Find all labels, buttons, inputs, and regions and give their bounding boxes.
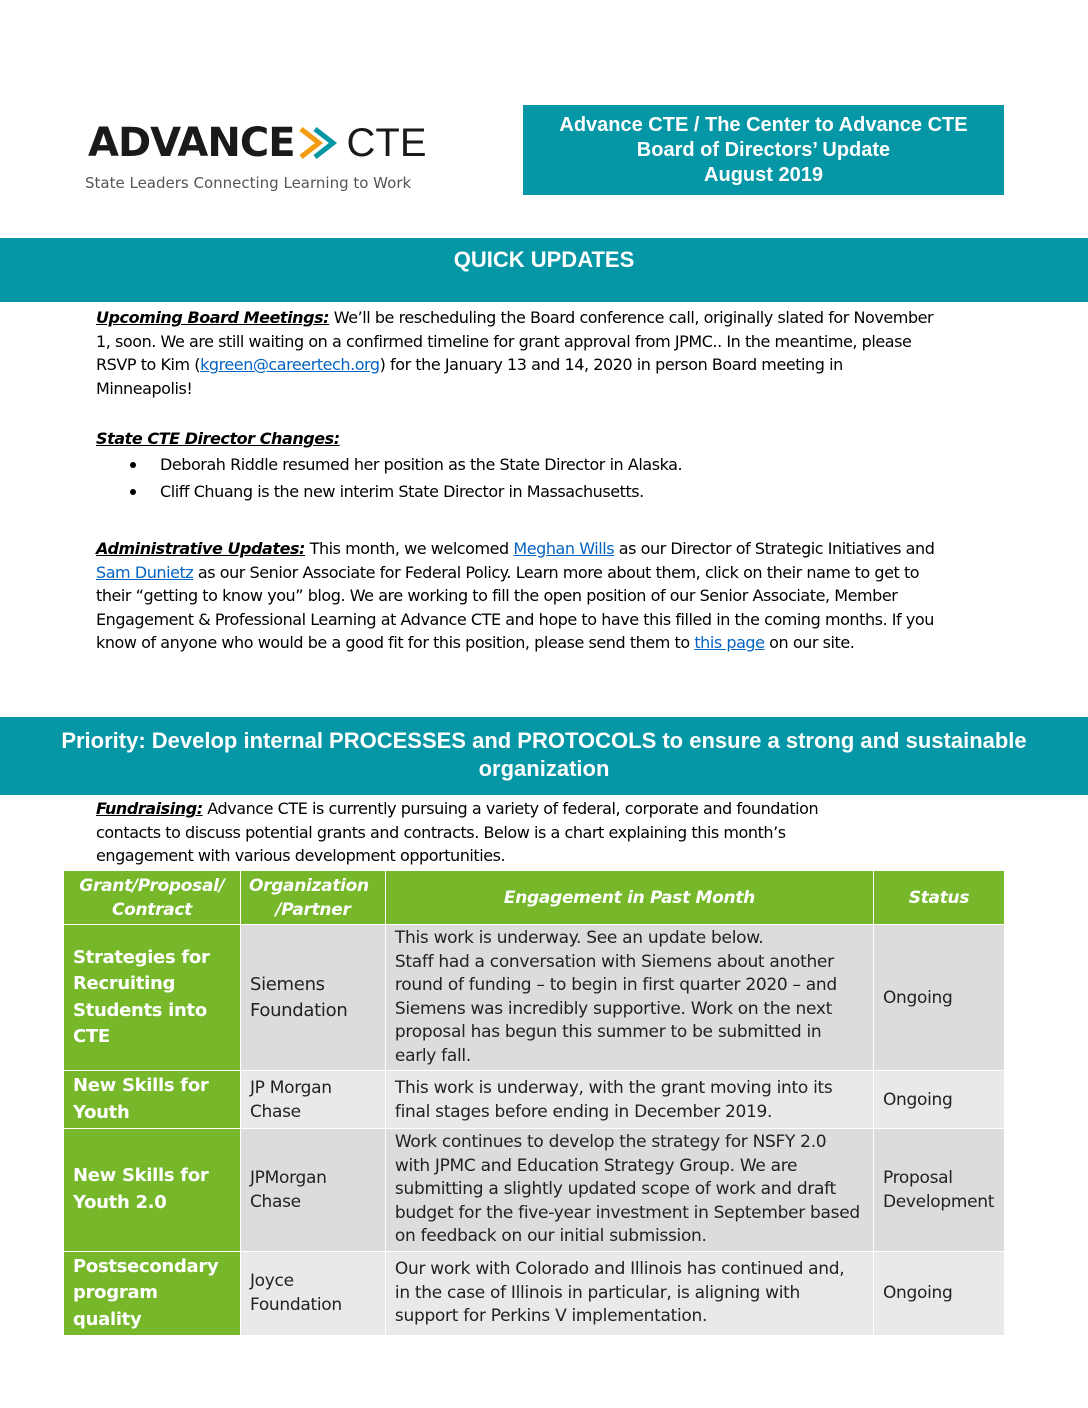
header-date: August 2019 (704, 164, 823, 186)
advance-cte-logo (85, 118, 448, 202)
priority-title: Priority: Develop internal PROCESSES and PROTOCOLS to ensure a strong and sustainable (61, 728, 1027, 753)
status-cell: Proposal Development (873, 1129, 1004, 1252)
fundraising-text: Advance CTE is currently pursuing a variety of federal, corporate and foundation contacts to discuss potential grants and contracts. Below is a chart explaining this month’s engagement with various development opportunities. (96, 799, 819, 865)
this-page-link[interactable]: this page (694, 633, 765, 652)
header-subtitle: Board of Directors’ Update (636, 139, 891, 161)
status-cell: Ongoing (873, 1071, 1004, 1129)
board-meetings-heading: Upcoming Board Meetings: (96, 308, 330, 327)
director-changes-heading: State CTE Director Changes: (96, 429, 340, 448)
logo-brand-light: CTE (346, 120, 427, 165)
org-cell: JPMorgan Chase (240, 1129, 385, 1252)
section-band-priority (0, 717, 1088, 795)
administrative-updates-heading: Administrative Updates: (96, 539, 305, 558)
status-cell: Ongoing (873, 1251, 1004, 1336)
grant-cell: New Skills for Youth (64, 1071, 241, 1129)
director-changes-section (96, 427, 936, 505)
grant-cell: Postsecondary program quality (64, 1251, 241, 1336)
logo-brand-bold: ADVANCE (88, 120, 295, 166)
board-meetings-text: We’ll be rescheduling the Board conference call, originally slated for November 1, soon. We are still waiting on a confirmed timeline for grant approval from JPMC.. In the meantime, please RSVP to Kim ( (96, 308, 934, 374)
section-band-quick-updates (0, 238, 1088, 302)
table-row (64, 1251, 1005, 1336)
logo-tagline: State Leaders Connecting Learning to Work (85, 174, 412, 192)
org-cell: Siemens Foundation (240, 925, 385, 1071)
org-cell: JP Morgan Chase (240, 1071, 385, 1129)
column-header-organization: Organization /Partner (240, 871, 385, 925)
chevron-arrow-icon (297, 123, 341, 163)
fundraising-heading: Fundraising: (96, 799, 203, 818)
org-cell: Joyce Foundation (240, 1251, 385, 1336)
board-meetings-paragraph (96, 306, 936, 400)
engagement-cell: This work is underway. See an update below. Staff had a conversation with Siemens about another round of funding – to begin in first quarter 2020 – and Siemens was incredibly supportive. Work on the next proposal has begun this summer to be submitted in early fall. (385, 925, 873, 1071)
status-cell: Ongoing (873, 925, 1004, 1071)
engagement-cell: Our work with Colorado and Illinois has continued and, in the case of Illinois in particular, is aligning with support for Perkins V implementation. (385, 1251, 873, 1336)
list-item: Cliff Chuang is the new interim State Director in Massachusetts. (96, 478, 936, 505)
engagement-cell: This work is underway, with the grant moving into its final stages before ending in December 2019. (385, 1071, 873, 1129)
development-opportunities-table (63, 870, 1005, 1336)
administrative-updates-paragraph (96, 537, 936, 655)
meghan-wills-link[interactable]: Meghan Wills (513, 539, 615, 558)
table-row (64, 1071, 1005, 1129)
column-header-status: Status (873, 871, 1004, 925)
admin-text: as our Director of Strategic Initiatives and (614, 539, 935, 558)
grant-cell: New Skills for Youth 2.0 (64, 1129, 241, 1252)
admin-text: on our site. (764, 633, 855, 652)
engagement-cell: Work continues to develop the strategy for NSFY 2.0 with JPMC and Education Strategy Group. We are submitting a slightly updated scope of work and draft budget for the five-year investment in September based on feedback on our initial submission. (385, 1129, 873, 1252)
director-changes-list (96, 451, 936, 505)
grant-cell: Strategies for Recruiting Students into CTE (64, 925, 241, 1071)
table-header-row (64, 871, 1005, 925)
board-meetings-text-end: ) for the January 13 and 14, 2020 in person Board meeting in Minneapolis! (96, 355, 843, 398)
priority-title-cont: organization (478, 756, 610, 781)
report-header-box (523, 105, 1004, 195)
sam-dunietz-link[interactable]: Sam Dunietz (96, 562, 194, 582)
header-title: Advance CTE / The Center to Advance CTE (559, 114, 968, 136)
column-header-grant: Grant/Proposal/ Contract (64, 871, 241, 925)
admin-text: This month, we welcomed (305, 539, 514, 558)
section-title: QUICK UPDATES (453, 247, 635, 272)
admin-text: as our Senior Associate for Federal Policy. Learn more about them, click on their name to get to their “getting to know you” blog. We are working to fill the open position of our Senior Associate, Member Engagement & Professional Learning at Advance CTE and hope to have this filled in the coming months. If you know of anyone who would be a good fit for this position, please send them to (96, 562, 934, 652)
fundraising-paragraph (96, 797, 886, 868)
column-header-engagement: Engagement in Past Month (385, 871, 873, 925)
email-link[interactable]: kgreen@careertech.org (200, 355, 380, 374)
list-item: Deborah Riddle resumed her position as the State Director in Alaska. (96, 451, 936, 478)
table-row (64, 925, 1005, 1071)
table-row (64, 1129, 1005, 1252)
